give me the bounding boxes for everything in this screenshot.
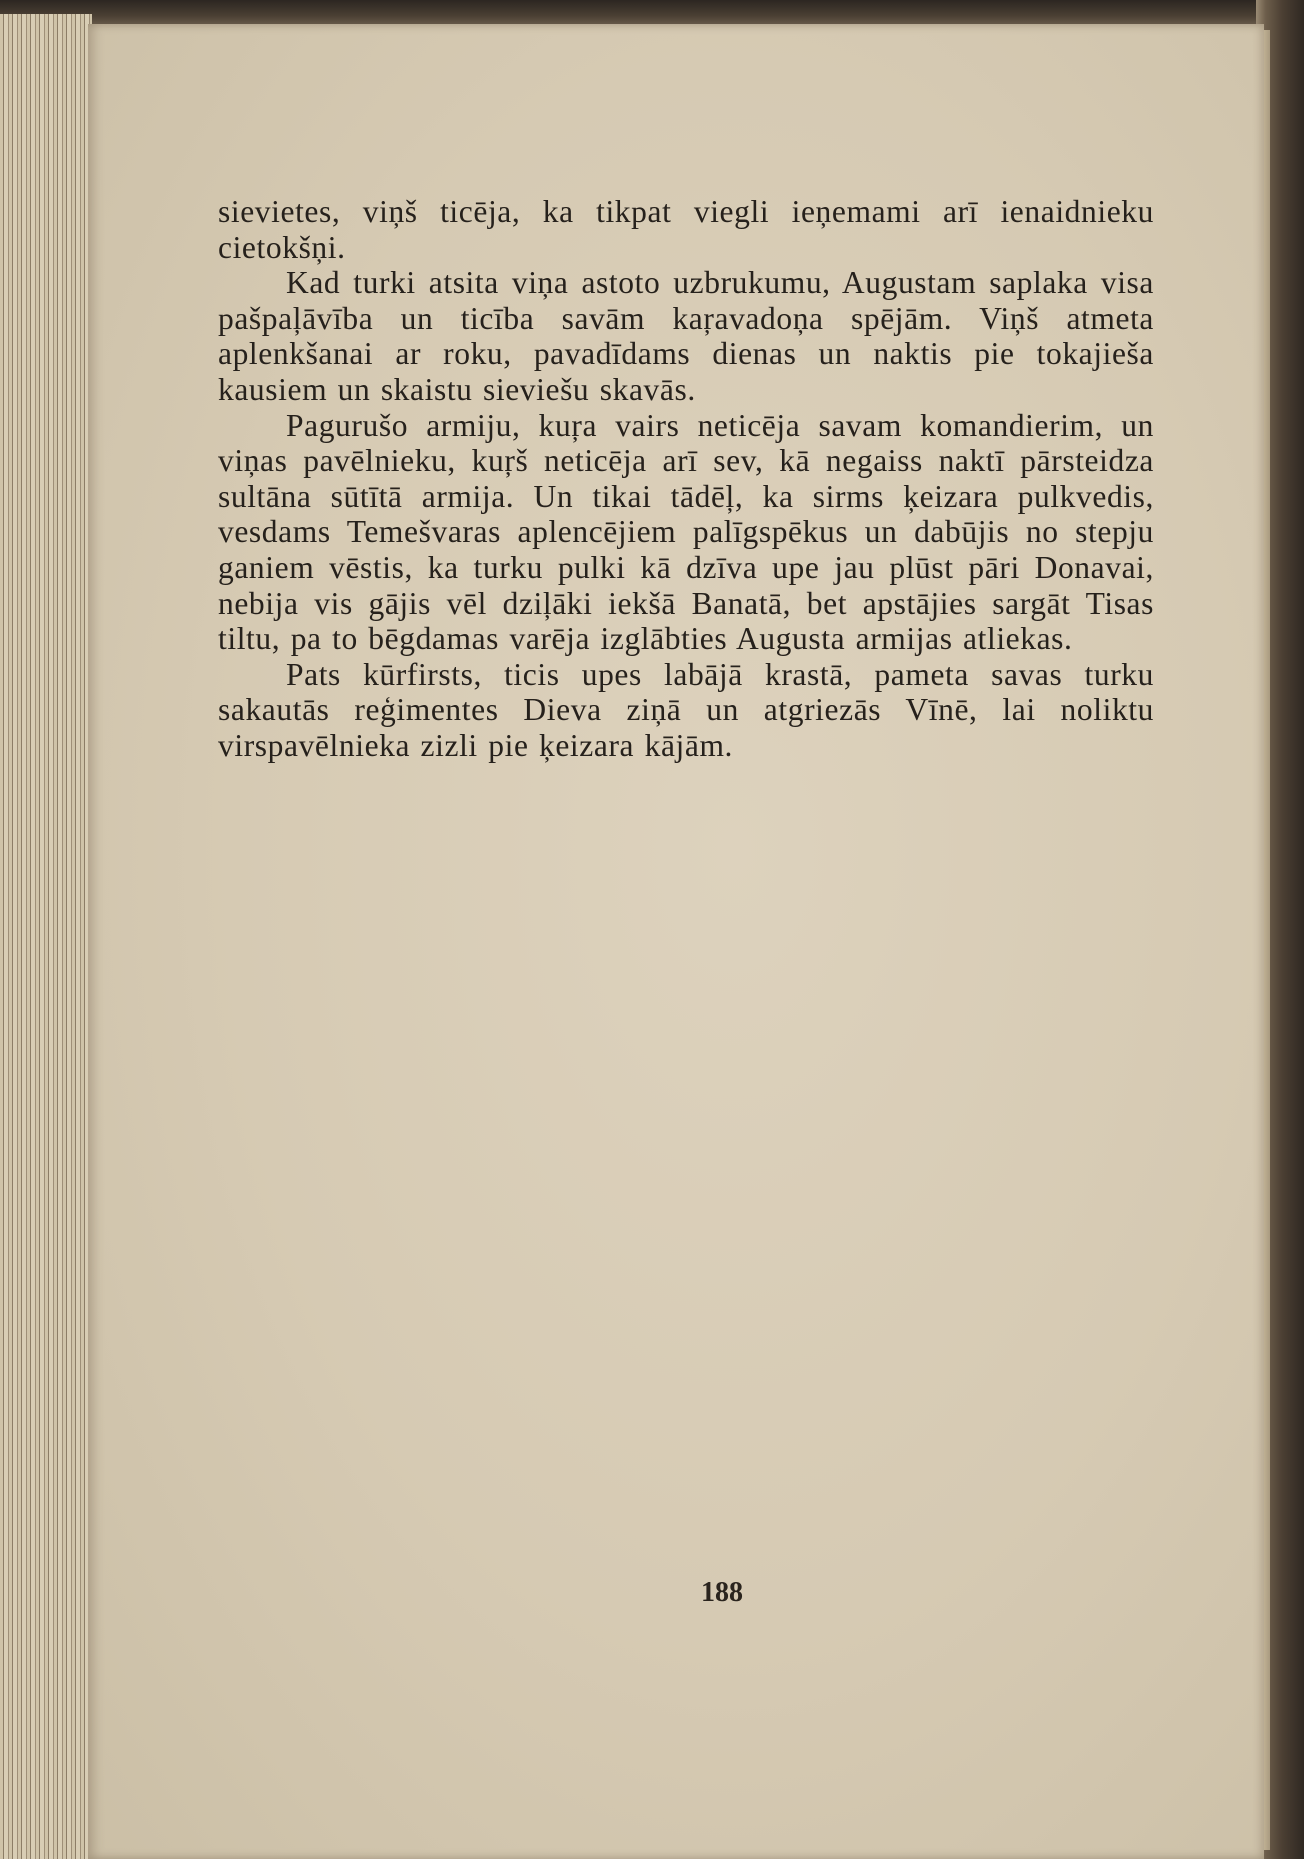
- body-text: [218, 194, 1154, 764]
- paragraph-2: Kad turki atsita viņa astoto uzbrukumu, Augustam saplaka visa pašpaļāvība un ticība savām kaŗavadoņa spējām. Viņš atmeta aplenkšanai ar roku, pavadīdams dienas un naktis pie tokajieša kausiem un skaistu sieviešu skavās.: [218, 265, 1154, 407]
- page-number: 188: [701, 1577, 743, 1608]
- paragraph-4: Pats kūrfirsts, ticis upes labājā krastā, pameta savas turku sakautās reģimentes Dieva ziņā un atgriezās Vīnē, lai noliktu virspavēlnieka zizli pie ķeizara kājām.: [218, 656, 1154, 763]
- paragraph-3: Pagurušo armiju, kuŗa vairs neticēja savam komandierim, un viņas pavēlnieku, kuŗš neticēja arī sev, kā negaiss naktī pārsteidza sultāna sūtītā armija. Un tikai tādēļ, ka sirms ķeizara pulkvedis, vesdams Temešvaras aplencējiem palīgspēkus un dabūjis no stepju ganiem vēstis, ka turku pulki kā dzīva upe jau plūst pāri Donavai, nebija vis gājis vēl dziļāki iekšā Banatā, bet apstājies sargāt Tisas tiltu, pa to bēgdamas varēja izglābties Augusta armijas atliekas.: [218, 407, 1154, 657]
- book-top-edge: [0, 0, 1304, 26]
- paragraph-1: sievietes, viņš ticēja, ka tikpat viegli ieņemami arī ienaidnieku cietokšņi.: [218, 194, 1154, 265]
